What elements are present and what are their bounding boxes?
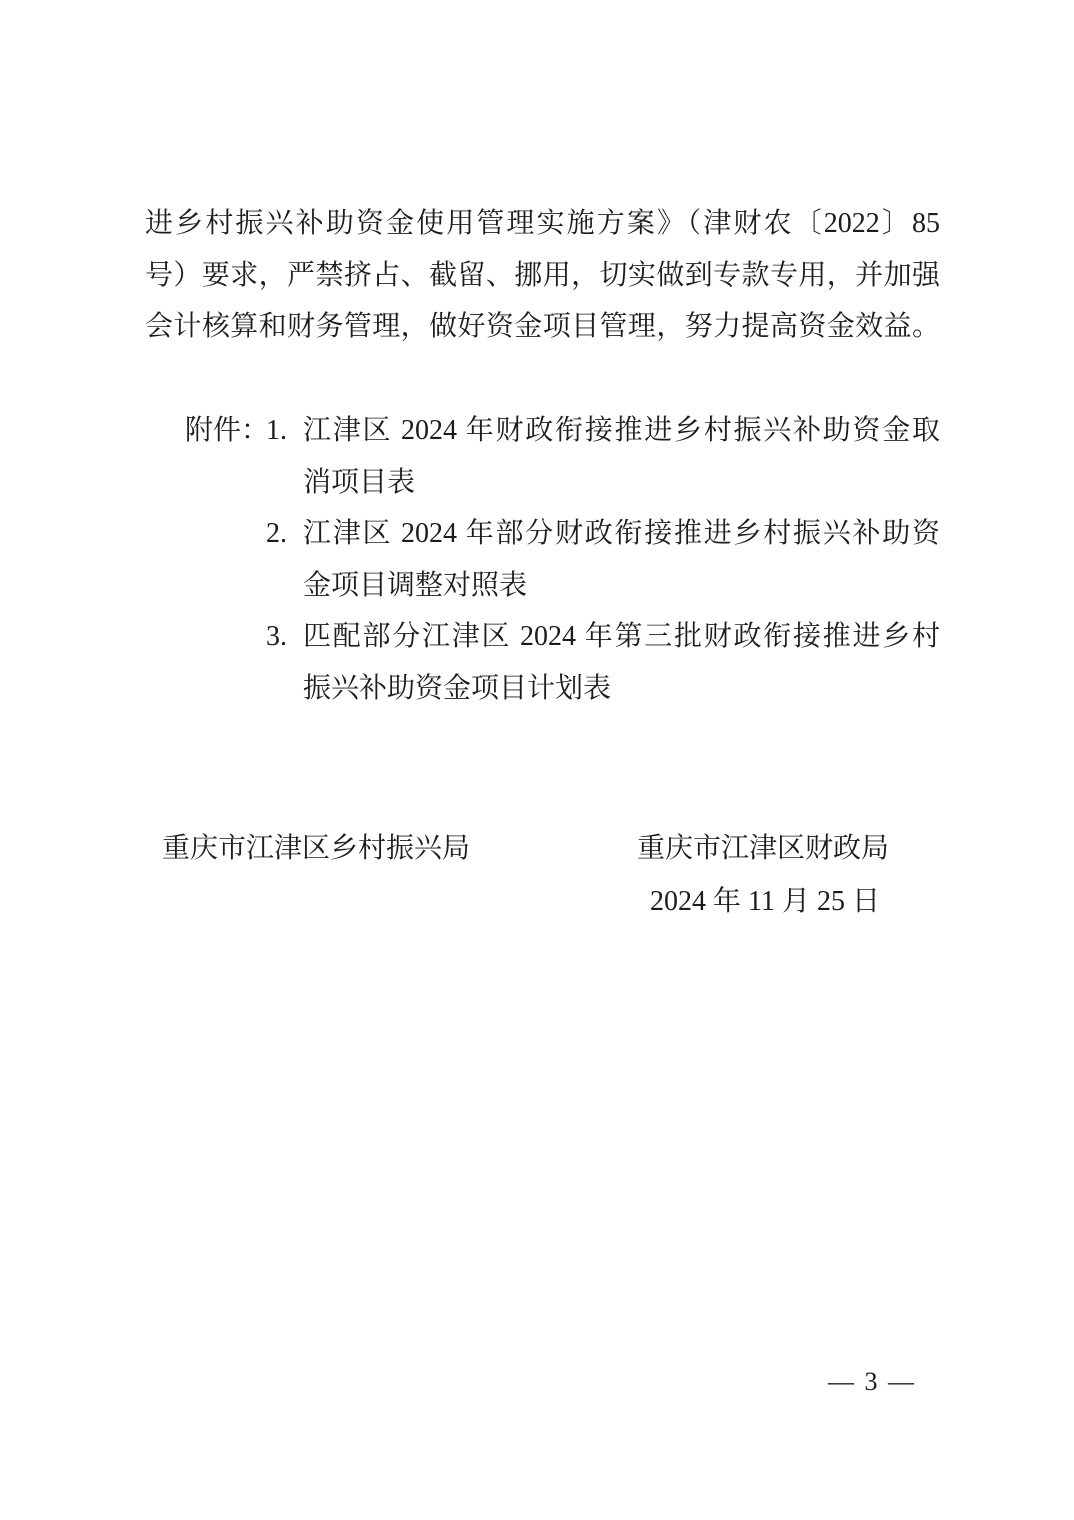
attachment-item-3-row-1 — [0, 611, 1074, 663]
attachment-item-1-text-line-2: 消项目表 — [303, 467, 416, 498]
signature-row — [0, 823, 1074, 875]
attachment-item-1-row-2 — [0, 457, 1074, 509]
attachments-label: 附件： — [185, 415, 270, 446]
attachment-item-2-text-line-1: 江津区 2024 年部分财政衔接推进乡村振兴补助资 — [303, 518, 940, 549]
attachment-item-2-row-1 — [0, 508, 1074, 560]
page-number-footer: — 3 — — [828, 1367, 916, 1396]
attachment-item-1-row-1 — [0, 405, 1074, 457]
attachment-item-1-text-line-1: 江津区 2024 年财政衔接推进乡村振兴补助资金取 — [303, 415, 940, 446]
signature-right-organization: 重庆市江津区财政局 — [637, 833, 890, 864]
body-paragraph-line-3: 会计核算和财务管理，做好资金项目管理，努力提高资金效益。 — [145, 311, 940, 342]
attachment-item-3-number: 3. — [266, 621, 287, 652]
attachment-item-2-row-2 — [0, 560, 1074, 612]
attachment-item-3-row-2 — [0, 663, 1074, 715]
attachment-item-2-text-line-2: 金项目调整对照表 — [303, 570, 528, 601]
attachment-item-2-number: 2. — [266, 518, 287, 549]
signature-date: 2024 年 11 月 25 日 — [650, 886, 880, 917]
body-paragraph-line-1: 进乡村振兴补助资金使用管理实施方案》（津财农〔2022〕85 — [145, 208, 940, 239]
attachment-item-3-text-line-1: 匹配部分江津区 2024 年第三批财政衔接推进乡村 — [303, 621, 940, 652]
attachment-item-3-text-line-2: 振兴补助资金项目计划表 — [303, 673, 612, 704]
attachment-item-1-number: 1. — [266, 415, 287, 446]
body-paragraph-line-2: 号）要求，严禁挤占、截留、挪用，切实做到专款专用，并加强 — [145, 260, 940, 291]
signature-left-organization: 重庆市江津区乡村振兴局 — [162, 833, 471, 864]
